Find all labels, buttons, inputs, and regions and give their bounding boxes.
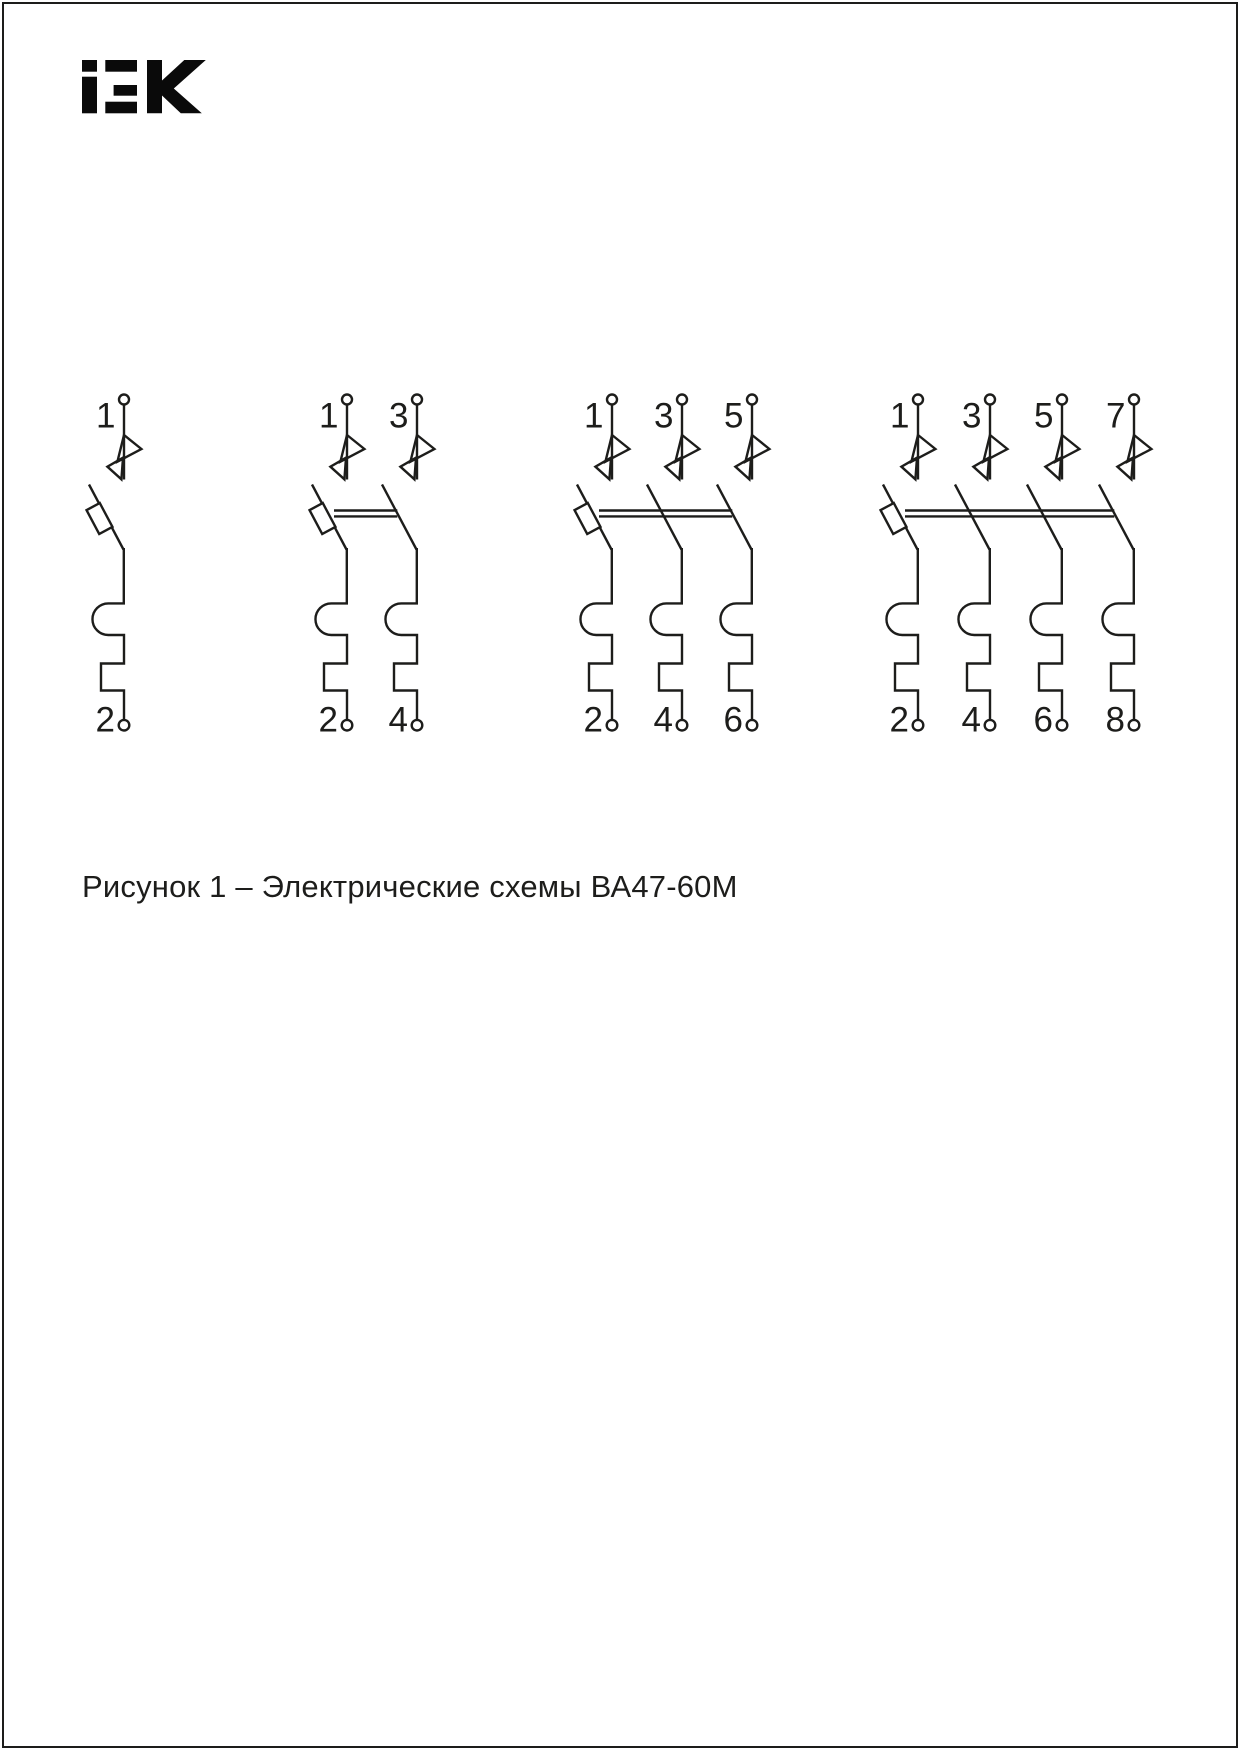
pole (1099, 395, 1151, 740)
top-terminal-label: 5 (724, 396, 744, 436)
heater-element-path (315, 548, 347, 720)
bottom-terminal-label: 4 (961, 700, 981, 740)
bottom-terminal-label: 2 (318, 700, 338, 740)
heater-element-path (92, 548, 124, 720)
pole (382, 395, 434, 740)
bottom-terminal-circle (412, 720, 423, 731)
pole (87, 395, 142, 740)
top-terminal-circle (1129, 395, 1139, 405)
bottom-terminal-circle (342, 720, 353, 731)
diagram-1-pole (87, 395, 142, 740)
heater-element-path (580, 548, 612, 720)
bottom-terminal-circle (747, 720, 758, 731)
top-terminal-label: 7 (1106, 396, 1126, 436)
top-terminal-label: 3 (654, 396, 674, 436)
bottom-terminal-label: 4 (653, 700, 673, 740)
figure-caption: Рисунок 1 – Электрические схемы ВА47-60М (82, 869, 738, 904)
pole (647, 395, 699, 740)
top-terminal-circle (913, 395, 923, 405)
top-terminal-label: 1 (890, 396, 910, 436)
top-terminal-label: 3 (389, 396, 409, 436)
top-terminal-circle (607, 395, 617, 405)
heater-element-path (385, 548, 417, 720)
bottom-terminal-label: 2 (583, 700, 603, 740)
top-terminal-circle (119, 395, 129, 405)
pole (310, 395, 365, 740)
bottom-terminal-circle (677, 720, 688, 731)
bottom-terminal-circle (913, 720, 924, 731)
pole (881, 395, 936, 740)
bottom-terminal-circle (119, 720, 130, 731)
heater-element-path (650, 548, 682, 720)
pole (717, 395, 769, 740)
diagram-2-pole (310, 395, 435, 740)
top-terminal-circle (342, 395, 352, 405)
pole (955, 395, 1007, 740)
bottom-terminal-label: 8 (1105, 700, 1125, 740)
bottom-terminal-label: 6 (1033, 700, 1053, 740)
thermal-release-box (310, 503, 336, 534)
heater-element-path (720, 548, 752, 720)
top-terminal-circle (677, 395, 687, 405)
top-terminal-label: 5 (1034, 396, 1054, 436)
heater-element-path (1030, 548, 1062, 720)
bottom-terminal-circle (1057, 720, 1068, 731)
top-terminal-circle (747, 395, 757, 405)
schematic-canvas (0, 0, 1240, 780)
top-terminal-circle (412, 395, 422, 405)
thermal-release-box (881, 503, 907, 534)
bottom-terminal-label: 6 (723, 700, 743, 740)
top-terminal-circle (985, 395, 995, 405)
pole (575, 395, 630, 740)
diagram-4-pole (881, 395, 1152, 740)
heater-element-path (958, 548, 990, 720)
bottom-terminal-circle (985, 720, 996, 731)
thermal-release-box (87, 503, 113, 534)
bottom-terminal-circle (1129, 720, 1140, 731)
top-terminal-label: 3 (962, 396, 982, 436)
top-terminal-label: 1 (584, 396, 604, 436)
heater-element-path (886, 548, 918, 720)
top-terminal-circle (1057, 395, 1067, 405)
top-terminal-label: 1 (319, 396, 339, 436)
diagram-3-pole (575, 395, 770, 740)
bottom-terminal-label: 4 (388, 700, 408, 740)
bottom-terminal-label: 2 (889, 700, 909, 740)
pole (1027, 395, 1079, 740)
top-terminal-label: 1 (96, 396, 116, 436)
heater-element-path (1102, 548, 1134, 720)
bottom-terminal-circle (607, 720, 618, 731)
bottom-terminal-label: 2 (95, 700, 115, 740)
thermal-release-box (575, 503, 601, 534)
